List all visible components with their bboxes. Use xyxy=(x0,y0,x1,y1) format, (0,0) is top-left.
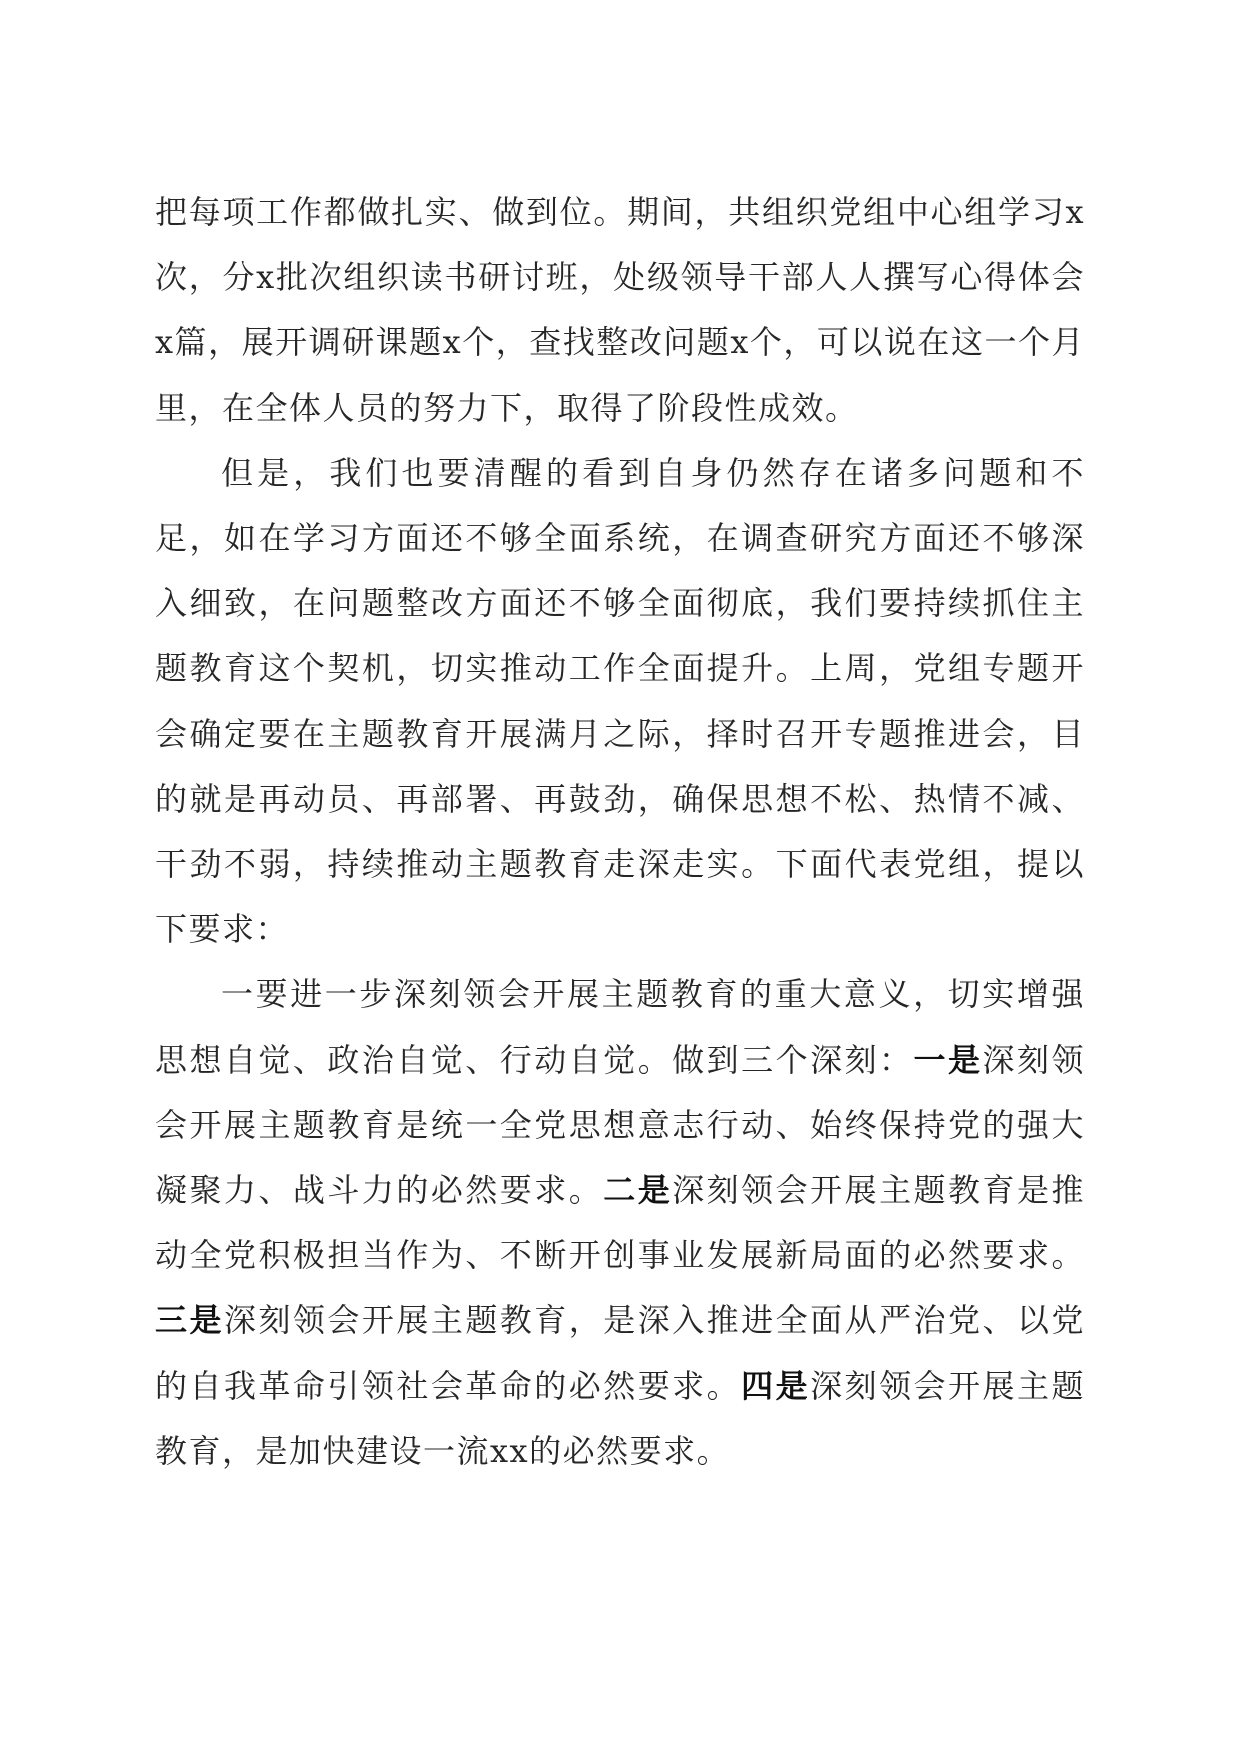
paragraph-1 xyxy=(155,180,1085,441)
paragraph-2-text: 但是，我们也要清醒的看到自身仍然存在诸多问题和不足，如在学习方面还不够全面系统，在调查研究方面还不够深入细致，在问题整改方面还不够全面彻底，我们要持续抓住主题教育这个契机，切实推动工作全面提升。上周，党组专题开会确定要在主题教育开展满月之际，择时召开专题推进会，目的就是再动员、再部署、再鼓劲，确保思想不松、热情不减、干劲不弱，持续推动主题教育走深走实。下面代表党组，提以下要求： xyxy=(155,453,1085,949)
point-1-label: 一是 xyxy=(913,1040,983,1079)
point-3-label: 三是 xyxy=(155,1301,224,1340)
point-1-text: 深刻领会开展主题教育是统一全党思想意志行动、始终保持党的强大凝聚力、战斗力的必然要求。 xyxy=(155,1040,1085,1210)
point-3-text: 深刻领会开展主题教育，是深入推进全面从严治党、以党的自我革命引领社会革命的必然要求。 xyxy=(155,1301,1085,1405)
paragraph-2 xyxy=(155,441,1085,963)
paragraph-3 xyxy=(155,962,1085,1484)
point-2-text: 深刻领会开展主题教育是推动全党积极担当作为、不断开创事业发展新局面的必然要求。 xyxy=(155,1171,1085,1275)
point-4-text: 深刻领会开展主题教育，是加快建设一流xx的必然要求。 xyxy=(155,1366,1085,1470)
document-body xyxy=(155,180,1085,1484)
paragraph-1-text: 把每项工作都做扎实、做到位。期间，共组织党组中心组学习x次，分x批次组织读书研讨班，处级领导干部人人撰写心得体会x篇，展开调研课题x个，查找整改问题x个，可以说在这一个月里，在全体人员的努力下，取得了阶段性成效。 xyxy=(155,193,1085,427)
point-2-label: 二是 xyxy=(603,1171,673,1210)
paragraph-3-intro: 一要进一步深刻领会开展主题教育的重大意义，切实增强思想自觉、政治自觉、行动自觉。做到三个深刻： xyxy=(155,975,1085,1079)
point-4-label: 四是 xyxy=(741,1366,811,1405)
